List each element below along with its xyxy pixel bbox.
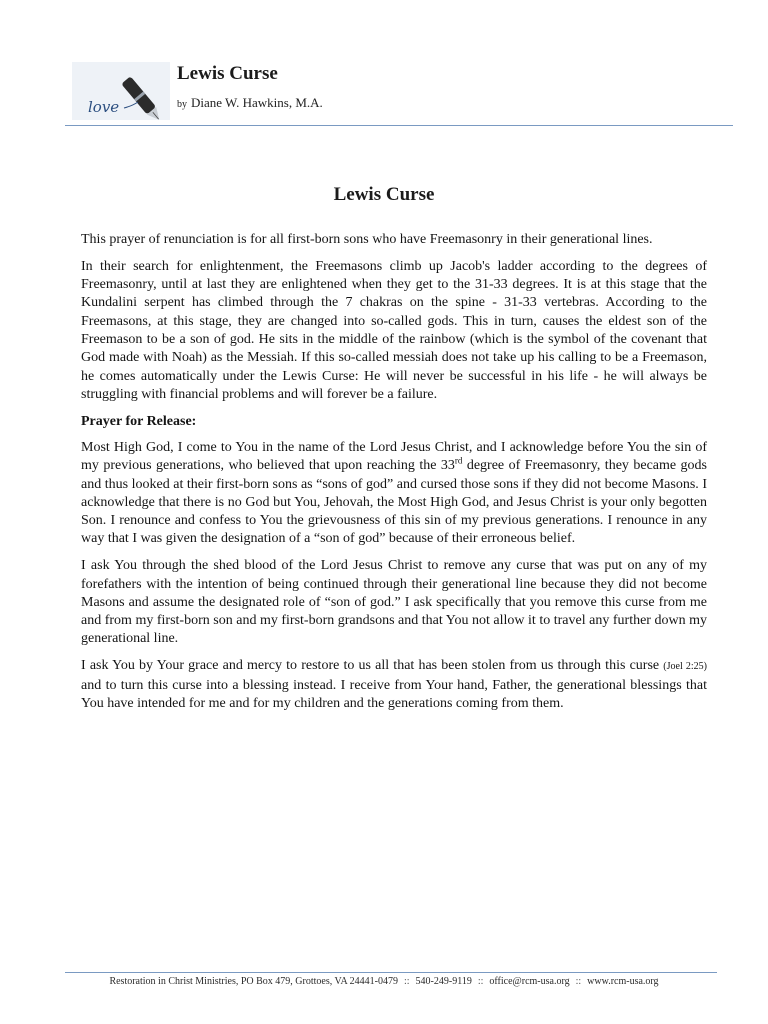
footer-divider [65, 972, 717, 973]
page-footer [0, 976, 768, 987]
fountain-pen-icon [72, 62, 170, 120]
ordinal-suffix: rd [454, 455, 463, 466]
footer-separator: :: [575, 976, 582, 987]
intro-paragraph: This prayer of renunciation is for all first-born sons who have Freemasonry in their generational lines. [81, 232, 653, 247]
pen-logo [72, 62, 170, 120]
byline [177, 95, 323, 111]
prayer-heading: Prayer for Release: [81, 413, 197, 429]
footer-phone: 540-249-9119 [415, 976, 472, 987]
author-name: Diane W. Hawkins, M.A. [191, 95, 323, 110]
header-divider [65, 125, 733, 126]
prayer-paragraph-3 [81, 657, 707, 713]
page-title: Lewis Curse [333, 184, 435, 205]
background-paragraph: In their search for enlightenment, the Freemasons climb up Jacob's ladder according to the degrees of Freemasonry, until at last they are enlightened when they get to the 31-33 degrees. It is at this stage that the Kundalini serpent has climbed through the 7 chakras on the spine - 31-33 vertebras. According to the Freemasons, at this stage, they are changed into so-called gods. This in turn, causes the eldest son of the Freemason to be a son of god. He sits in the middle of the rainbow (which is the symbol of the covenant that God made with Noah) as the Messiah. If this so-called messiah does not take up his calling to be a Freemason, he comes automatically under the Lewis Curse: He will never be successful in his life - he will always be struggling with financial problems and will forever be a failure. [81, 258, 707, 402]
header-title: Lewis Curse [177, 63, 278, 84]
logo-script-text: love [88, 98, 120, 116]
prayer-1-text-a: Most High God, I come to You in the name of the Lord Jesus Christ, and I acknowledge before You the sin of my previous generations, who believed that upon reaching the 33 [81, 439, 707, 474]
footer-website-link[interactable]: www.rcm-usa.org [587, 976, 659, 987]
prayer-paragraph-2: I ask You through the shed blood of the Lord Jesus Christ to remove any curse that was put on any of my forefathers with the intention of being continued through their generational line because they did not become Masons and assume the designated role of “son of god.” I ask specifically that you remove this curse from me and from my first-born son and my first-born grandsons and that You not allow it to travel any further down my generational line. [81, 558, 707, 647]
byline-by: by [177, 99, 187, 110]
document-header [72, 62, 732, 122]
prayer-3-text-b: and to turn this curse into a blessing instead. I receive from Your hand, Father, the generational blessings that You have intended for me and for my children and the generations coming from them. [81, 677, 707, 711]
footer-email-link[interactable]: office@rcm-usa.org [489, 976, 570, 987]
footer-separator: :: [403, 976, 410, 987]
prayer-paragraph-1 [81, 439, 707, 549]
document-body [81, 231, 707, 722]
footer-separator: :: [477, 976, 484, 987]
prayer-3-text-a: I ask You by Your grace and mercy to restore to us all that has been stolen from us through this curse [81, 658, 664, 674]
prayer-1-text-b: degree of Freemasonry, they became gods and thus looked at their first-born sons as “sons of god” and cursed those sons if they did not become Masons. I acknowledge that there is no God but You, Jehovah, the Most High God, and Jesus Christ is your only begotten Son. I renounce and confess to You the grievousness of this sin of my previous generations. I renounce in any way that I was given the designation of a “son of god” because of their erroneous belief. [81, 458, 707, 547]
footer-address: Restoration in Christ Ministries, PO Box 479, Grottoes, VA 24441-0479 [109, 976, 398, 987]
scripture-reference: (Joel 2:25) [663, 661, 707, 673]
